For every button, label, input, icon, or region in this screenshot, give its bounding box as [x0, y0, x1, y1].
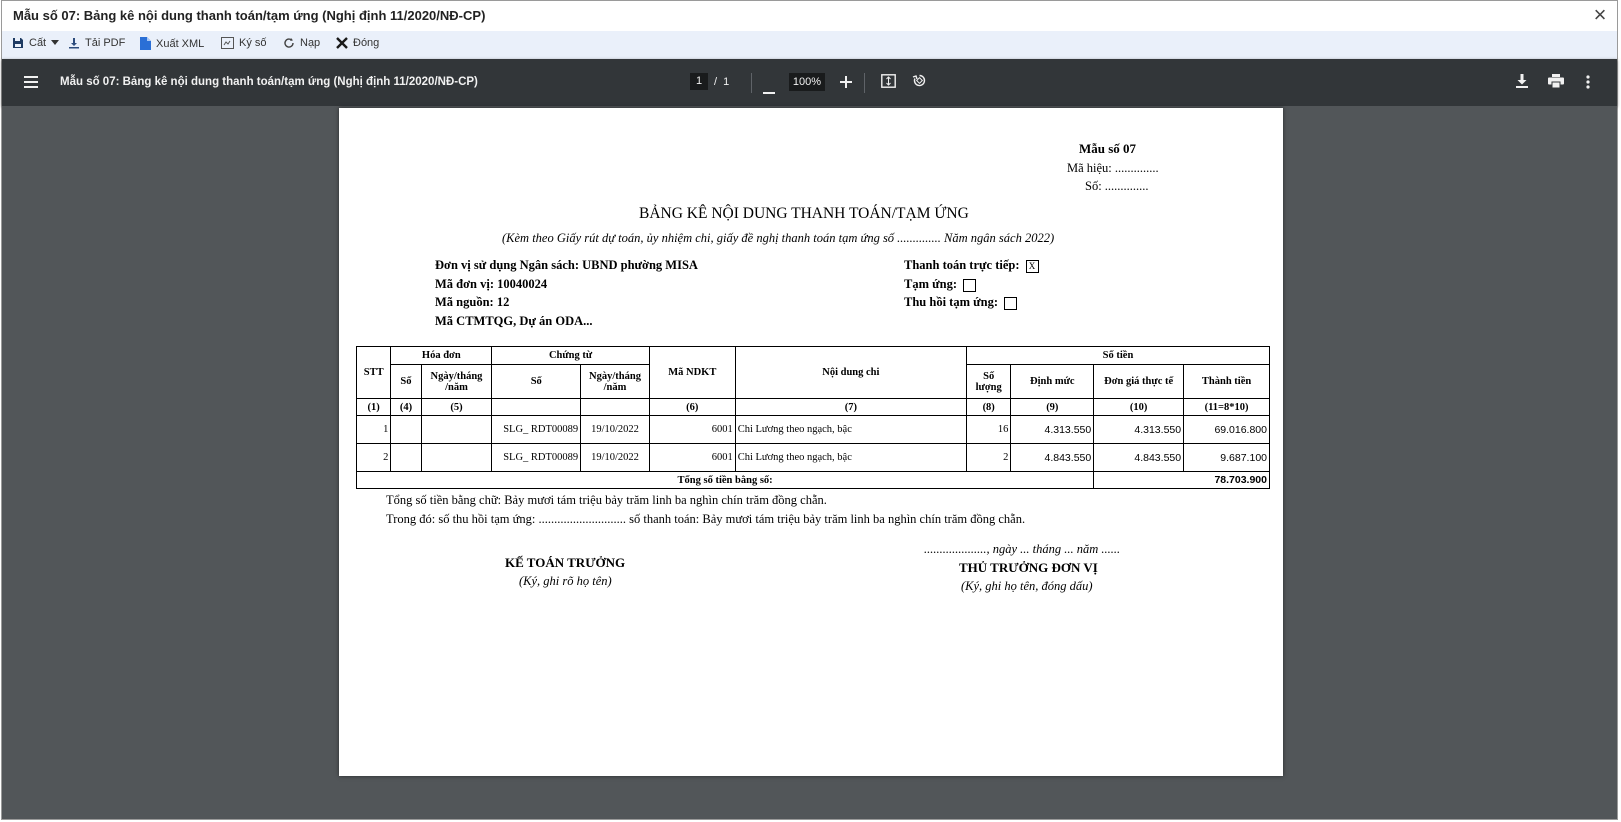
head-unit-title: THỦ TRƯỞNG ĐƠN VỊ: [959, 560, 1098, 575]
document-subtitle: (Kèm theo Giấy rút dự toán, ủy nhiệm chi, giấy đề nghị thanh toán tạm ứng số .............. Năm ngân sách 2022): [502, 231, 1055, 245]
download-icon: [68, 37, 80, 49]
cell-content: Chi Lương theo ngạch, bậc: [735, 416, 966, 444]
index-cell: (1): [357, 399, 391, 416]
header-stt: STT: [357, 347, 391, 399]
option-advance: [904, 277, 976, 292]
header-invoice: Hóa đơn: [391, 347, 492, 365]
cell-ndkt: 6001: [649, 444, 735, 472]
document-title: BẢNG KÊ NỘI DUNG THANH TOÁN/TẠM ỨNG: [639, 205, 969, 222]
index-cell: [581, 399, 650, 416]
menu-icon[interactable]: [24, 75, 38, 93]
cell-invoice-date: [421, 416, 492, 444]
cell-ndkt: 6001: [649, 416, 735, 444]
header-invoice-date: Ngày/tháng /năm: [421, 365, 492, 399]
pdf-canvas-area[interactable]: [2, 106, 1617, 819]
option-direct-payment: [904, 258, 1039, 273]
total-row: [357, 472, 1270, 489]
header-norm: Định mức: [1011, 365, 1094, 399]
index-cell: (5): [421, 399, 492, 416]
export-xml-button[interactable]: [140, 37, 204, 50]
save-label: Cất: [29, 37, 47, 49]
fit-page-icon[interactable]: [881, 74, 896, 93]
x-icon: [336, 37, 348, 49]
cell-norm: 4.843.550: [1011, 444, 1094, 472]
recover-checkbox: [1004, 297, 1017, 310]
option-recover-label: Thu hồi tạm ứng:: [904, 295, 998, 309]
cell-stt: 2: [357, 444, 391, 472]
index-cell: (4): [391, 399, 421, 416]
cell-invoice-date: [421, 444, 492, 472]
head-unit-note: (Ký, ghi họ tên, đóng dấu): [961, 579, 1093, 593]
header-total: Thành tiền: [1184, 365, 1270, 399]
divider: [864, 73, 865, 93]
dialog-titlebar: [2, 1, 1617, 31]
sign-label: Ký số: [239, 37, 267, 49]
amount-in-words: Tổng số tiền bằng chữ: Bảy mươi tám triệu bảy trăm linh ba nghìn chín trăm đồng chẵn.: [386, 493, 827, 507]
reload-label: Nạp: [300, 37, 321, 49]
pdf-page: [339, 108, 1283, 776]
total-pages: 1: [723, 75, 730, 88]
header-content: Nội dung chi: [735, 347, 966, 399]
page-number-input[interactable]: 1: [690, 73, 708, 90]
export-xml-label: Xuất XML: [156, 37, 205, 50]
table-row: [357, 444, 1270, 472]
amount-breakdown: Trong đó: số thu hồi tạm ứng: ............................ số thanh toán: Bảy mươi tám triệu bảy trăm linh ba nghìn chín trăm đồng chẵn.: [386, 512, 1026, 526]
header-ndkt: Mã NDKT: [649, 347, 735, 399]
dialog-title: Mẫu số 07: Bảng kê nội dung thanh toán/tạm ứng (Nghị định 11/2020/NĐ-CP): [13, 8, 486, 23]
header-voucher: Chứng từ: [492, 347, 650, 365]
date-line: ...................., ngày ... tháng ... năm ......: [924, 542, 1121, 556]
divider: [751, 73, 752, 93]
toolbar: [2, 31, 1617, 59]
cell-voucher-no: SLG_ RDT00089: [492, 416, 581, 444]
cell-price: 4.843.550: [1094, 444, 1184, 472]
cell-content: Chi Lương theo ngạch, bậc: [735, 444, 966, 472]
advance-checkbox: [963, 279, 976, 292]
close-label: Đóng: [353, 37, 380, 49]
page-separator: /: [714, 75, 718, 88]
page-indicator: [690, 73, 729, 90]
pdf-viewer-toolbar: [2, 59, 1617, 106]
index-cell: (7): [735, 399, 966, 416]
index-cell: (9): [1011, 399, 1094, 416]
cell-total: 9.687.100: [1184, 444, 1270, 472]
file-icon: [140, 37, 151, 50]
reload-button[interactable]: [283, 37, 320, 49]
cell-voucher-date: 19/10/2022: [581, 416, 650, 444]
zoom-out-icon[interactable]: [763, 81, 775, 99]
option-recover: [904, 295, 1017, 310]
save-icon: [12, 37, 24, 49]
cell-quantity: 16: [966, 416, 1010, 444]
zoom-input[interactable]: 100%: [789, 73, 825, 91]
cell-voucher-no: SLG_ RDT00089: [492, 444, 581, 472]
index-row: [357, 399, 1270, 416]
header-voucher-date: Ngày/tháng /năm: [581, 365, 650, 399]
more-options-icon[interactable]: [1586, 75, 1590, 94]
option-advance-label: Tạm ứng:: [904, 277, 957, 291]
save-button[interactable]: [12, 37, 59, 49]
zoom-in-icon[interactable]: [840, 75, 852, 93]
cell-total: 69.016.800: [1184, 416, 1270, 444]
caret-down-icon: [51, 40, 59, 46]
header-invoice-no: Số: [391, 365, 421, 399]
rotate-icon[interactable]: [912, 73, 927, 93]
program-code: Mã CTMTQG, Dự án ODA...: [435, 314, 593, 328]
cell-price: 4.313.550: [1094, 416, 1184, 444]
cell-invoice-no: [391, 444, 421, 472]
header-amount: Số tiền: [966, 347, 1269, 365]
refresh-icon: [283, 37, 295, 49]
cell-norm: 4.313.550: [1011, 416, 1094, 444]
table-row: [357, 416, 1270, 444]
dialog-window: [1, 0, 1618, 820]
sign-button[interactable]: [221, 37, 267, 49]
header-price: Đơn giá thực tế: [1094, 365, 1184, 399]
form-serial: Số: ..............: [1085, 179, 1149, 193]
header-voucher-no: Số: [492, 365, 581, 399]
cell-quantity: 2: [966, 444, 1010, 472]
download-icon[interactable]: [1516, 74, 1528, 93]
close-icon[interactable]: ×: [1593, 2, 1607, 27]
close-button[interactable]: [336, 37, 379, 49]
download-pdf-label: Tải PDF: [85, 37, 126, 49]
form-number: Mẫu số 07: [1079, 141, 1137, 156]
index-cell: (10): [1094, 399, 1184, 416]
header-quantity: Số lượng: [966, 365, 1010, 399]
payment-table: [356, 346, 1270, 489]
cell-invoice-no: [391, 416, 421, 444]
index-cell: [492, 399, 581, 416]
budget-unit: Đơn vị sử dụng Ngân sách: UBND phường MISA: [435, 258, 698, 272]
index-cell: (6): [649, 399, 735, 416]
cell-stt: 1: [357, 416, 391, 444]
print-icon[interactable]: [1548, 74, 1564, 93]
total-value: 78.703.900: [1094, 472, 1270, 489]
total-label: Tổng số tiền bằng số:: [357, 472, 1094, 489]
option-direct-label: Thanh toán trực tiếp:: [904, 258, 1020, 272]
cell-voucher-date: 19/10/2022: [581, 444, 650, 472]
signature-icon: [221, 37, 234, 49]
chief-accountant-note: (Ký, ghi rõ họ tên): [519, 574, 612, 588]
source-code: Mã nguồn: 12: [435, 295, 510, 309]
unit-code: Mã đơn vị: 10040024: [435, 277, 548, 291]
form-code: Mã hiệu: ..............: [1067, 161, 1159, 175]
chief-accountant-title: KẾ TOÁN TRƯỞNG: [505, 555, 626, 570]
direct-payment-checkbox: X: [1026, 260, 1039, 273]
index-cell: (8): [966, 399, 1010, 416]
download-pdf-button[interactable]: [68, 37, 125, 49]
index-cell: (11=8*10): [1184, 399, 1270, 416]
pdf-title: Mẫu số 07: Bảng kê nội dung thanh toán/tạm ứng (Nghị định 11/2020/NĐ-CP): [60, 76, 478, 88]
